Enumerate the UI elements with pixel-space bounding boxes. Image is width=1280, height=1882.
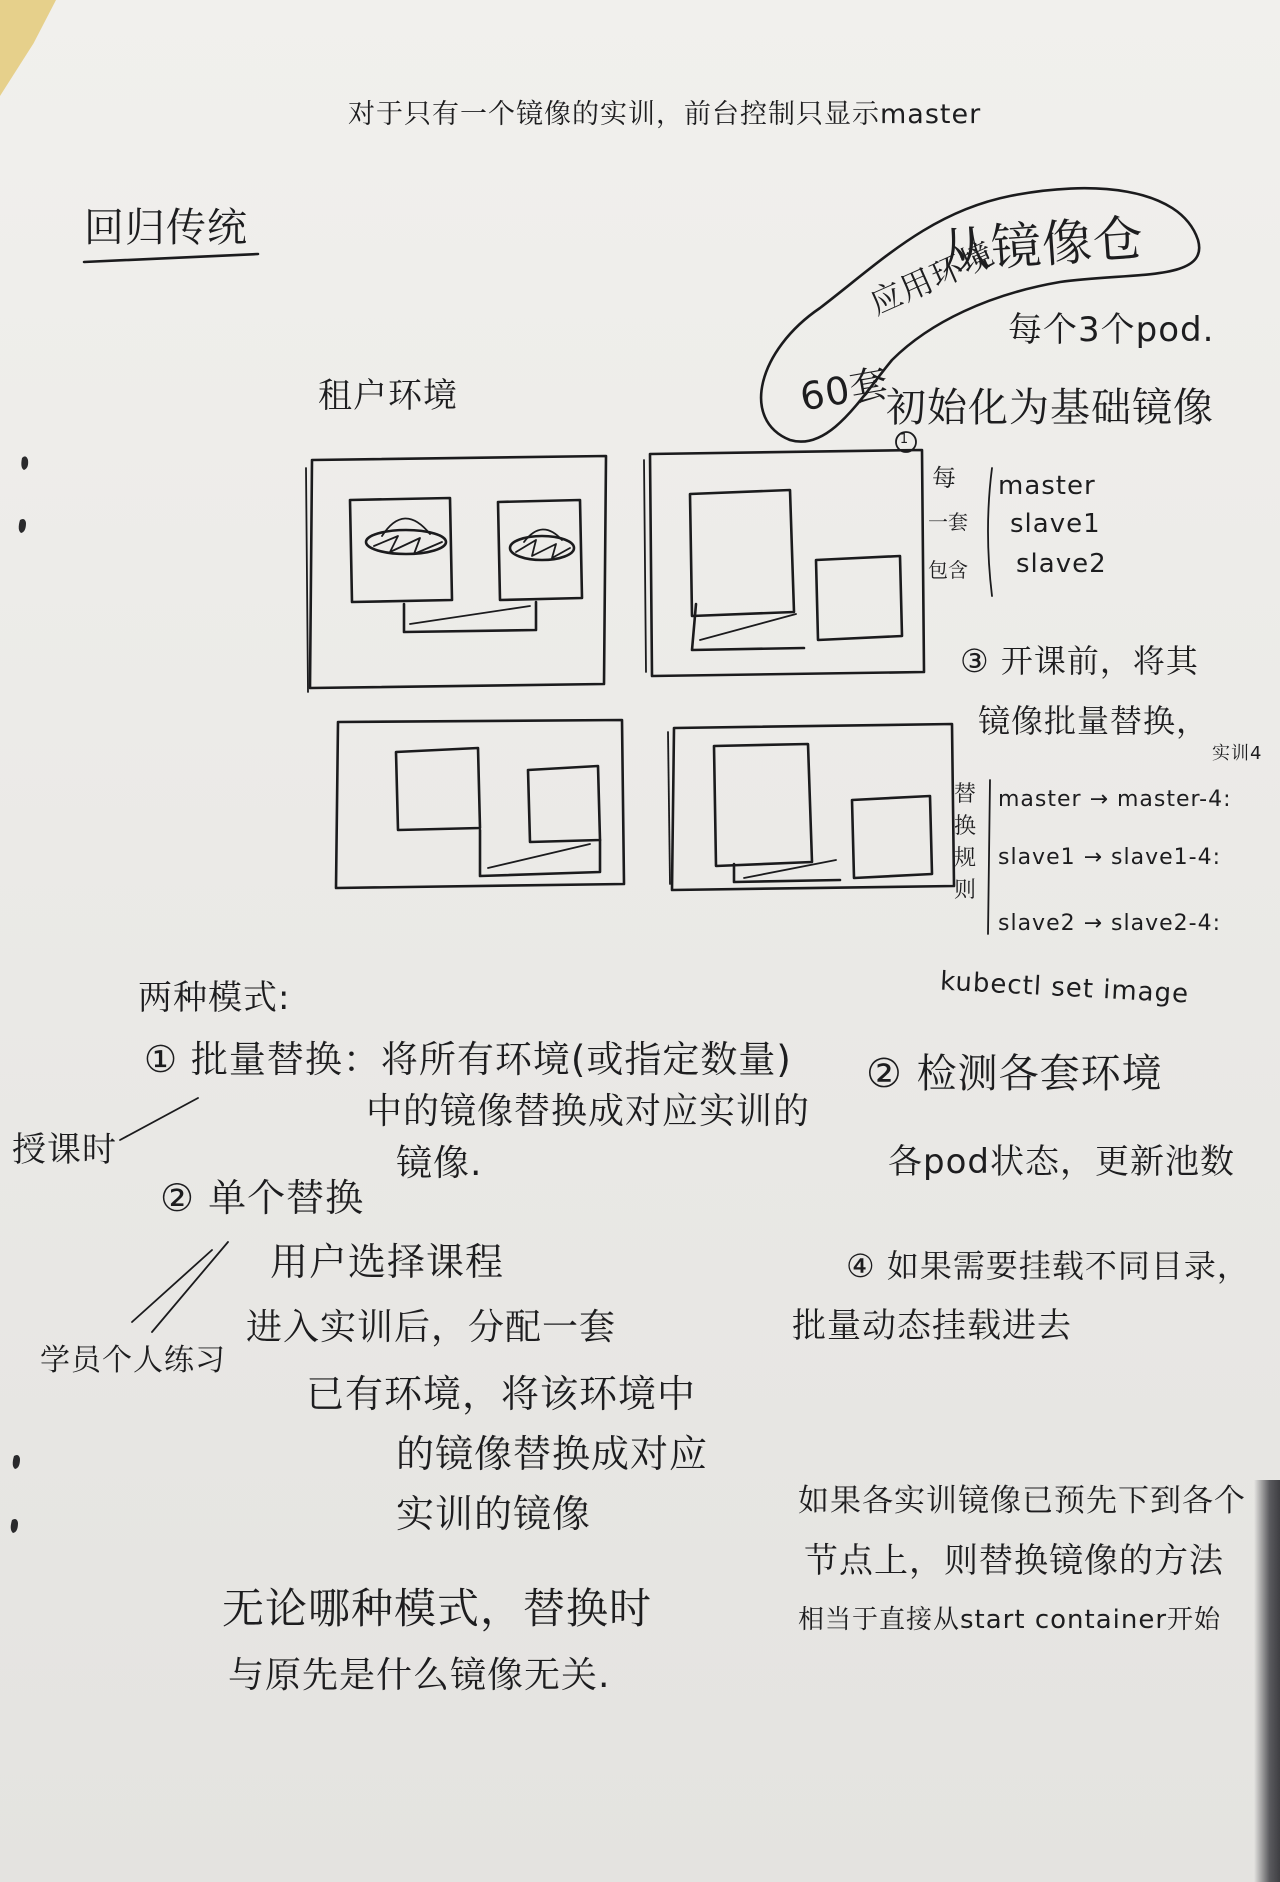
batch-mode-line: 镜像. bbox=[396, 1143, 483, 1184]
rule-item-master: master → master-4: bbox=[998, 787, 1232, 812]
step1-marker: 1 bbox=[899, 432, 909, 447]
practice-pointer-line bbox=[152, 1242, 228, 1332]
pod-hat-scribble bbox=[524, 529, 562, 542]
rules-divider bbox=[988, 780, 990, 934]
environment-box-1-edge bbox=[306, 468, 308, 692]
pod-stroke bbox=[744, 860, 836, 878]
pod-box bbox=[714, 744, 812, 866]
page-title: 回归传统 bbox=[84, 205, 248, 251]
pod-box bbox=[734, 864, 840, 882]
single-mode-line: 进入实训后，分配一套 bbox=[246, 1307, 617, 1348]
teaching-label: 授课时 bbox=[12, 1130, 117, 1170]
single-mode-line: 用户选择课程 bbox=[270, 1240, 505, 1284]
single-mode-line: 已有环境，将该环境中 bbox=[306, 1372, 697, 1416]
pod-stroke bbox=[410, 606, 530, 624]
pod-item-master: master bbox=[998, 471, 1096, 501]
pod-box bbox=[816, 556, 902, 640]
pod-set-label: 每 bbox=[932, 464, 956, 492]
predownload-note-line: 如果各实训镜像已预先下到各个 bbox=[798, 1483, 1246, 1519]
pod-hat-scribble bbox=[510, 536, 574, 560]
binder-mark bbox=[13, 1455, 20, 1469]
bubble-init: 初始化为基础镜像 bbox=[886, 385, 1214, 431]
environment-box-4 bbox=[672, 724, 954, 890]
batch-mode-line: 中的镜像替换成对应实训的 bbox=[366, 1091, 811, 1132]
pod-hat-scribble bbox=[382, 518, 430, 536]
header-note: 对于只有一个镜像的实训，前台控制只显示master bbox=[348, 99, 982, 130]
teaching-pointer-line bbox=[120, 1098, 198, 1140]
predownload-note-line: 节点上，则替换镜像的方法 bbox=[804, 1541, 1224, 1581]
pod-set-label: 包含 bbox=[928, 558, 968, 582]
binder-mark bbox=[19, 519, 26, 533]
check-step-line: ② 检测各套环境 bbox=[866, 1051, 1163, 1097]
rules-command: kubectl set image bbox=[939, 966, 1190, 1010]
bubble-text: 从镜像仓 bbox=[938, 208, 1146, 282]
pod-set-label: 一套 bbox=[928, 510, 968, 534]
pod-hat-scribble bbox=[366, 530, 446, 554]
rules-label: 规 bbox=[954, 846, 977, 871]
rules-label: 换 bbox=[954, 814, 977, 839]
single-mode-line: 实训的镜像 bbox=[396, 1492, 592, 1536]
pod-box bbox=[396, 748, 480, 830]
step3-line: 镜像批量替换， bbox=[978, 702, 1210, 740]
title-underline bbox=[84, 254, 258, 262]
environment-box-1 bbox=[310, 456, 606, 688]
pod-box bbox=[528, 766, 600, 842]
pod-box bbox=[498, 500, 582, 600]
modes-conclusion: 与原先是什么镜像无关. bbox=[228, 1655, 611, 1696]
paper-edge-shadow bbox=[1254, 1480, 1280, 1882]
binder-mark bbox=[21, 456, 28, 470]
pod-box bbox=[350, 498, 452, 602]
environment-box-2-edge bbox=[644, 460, 646, 672]
binder-mark bbox=[11, 1519, 18, 1533]
pod-hat-scribble bbox=[516, 540, 570, 558]
predownload-note-line: 相当于直接从start container开始 bbox=[798, 1605, 1222, 1635]
rule-item-slave2: slave2 → slave2-4: bbox=[998, 911, 1221, 936]
rules-label: 替 bbox=[954, 782, 977, 807]
mount-step-line: 批量动态挂载进去 bbox=[792, 1306, 1072, 1346]
single-mode-heading: ② 单个替换 bbox=[160, 1176, 365, 1220]
environment-box-2 bbox=[650, 450, 924, 676]
pod-box bbox=[404, 602, 536, 632]
tenant-environment-label: 租户环境 bbox=[318, 376, 458, 416]
pod-box bbox=[692, 604, 804, 650]
pod-box bbox=[480, 830, 600, 876]
pod-hat-scribble bbox=[374, 536, 442, 554]
batch-mode-line: ① 批量替换：将所有环境(或指定数量) bbox=[144, 1038, 792, 1081]
bubble-env-label: 应用环境 bbox=[864, 233, 1001, 323]
pod-set-brace bbox=[988, 468, 992, 596]
check-step-line: 各pod状态，更新池数 bbox=[888, 1142, 1235, 1182]
environment-box-4-edge bbox=[668, 732, 670, 884]
mount-step-line: ④ 如果需要挂载不同目录， bbox=[846, 1247, 1250, 1285]
desk-corner-background bbox=[0, 0, 56, 96]
rule-item-slave1: slave1 → slave1-4: bbox=[998, 845, 1221, 870]
step3-line: ③ 开课前，将其 bbox=[960, 642, 1199, 680]
single-mode-line: 的镜像替换成对应 bbox=[396, 1432, 709, 1476]
pod-stroke bbox=[488, 844, 590, 868]
practice-pointer-line bbox=[132, 1250, 212, 1322]
bubble-pods: 每个3个pod. bbox=[1008, 310, 1215, 350]
pod-stroke bbox=[700, 614, 796, 640]
pod-item-slave2: slave2 bbox=[1016, 549, 1107, 579]
practice-label: 学员个人练习 bbox=[40, 1343, 226, 1378]
modes-heading: 两种模式: bbox=[138, 978, 291, 1018]
pod-box bbox=[690, 490, 794, 616]
step3-suffix: 实训4 bbox=[1212, 743, 1263, 764]
rules-label: 则 bbox=[954, 878, 977, 903]
bubble-count: 60套 bbox=[796, 360, 893, 420]
pod-item-slave1: slave1 bbox=[1010, 509, 1101, 539]
environment-box-3 bbox=[336, 720, 624, 888]
modes-conclusion: 无论哪种模式，替换时 bbox=[222, 1584, 653, 1633]
pod-box bbox=[852, 796, 932, 878]
